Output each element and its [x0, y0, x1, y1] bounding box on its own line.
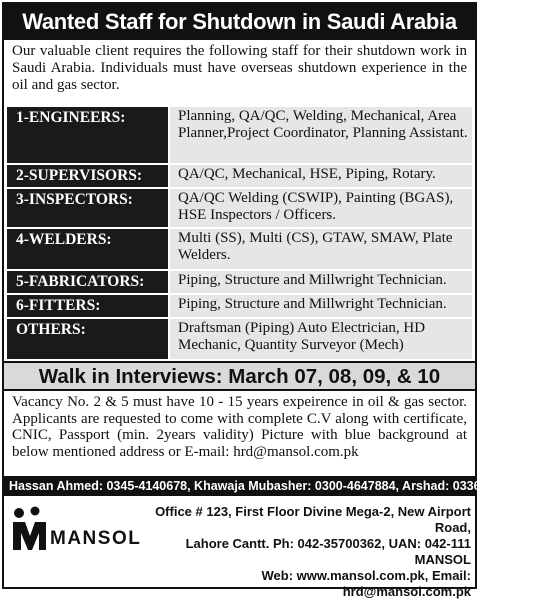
web-email-line: Web: www.mansol.com.pk, Email: hrd@mansol.com.pk [261, 568, 471, 599]
logo-text: MANSOL [50, 528, 142, 549]
category-desc: Multi (SS), Multi (CS), GTAW, SMAW, Plate Welders. [170, 229, 472, 269]
category-label: OTHERS: [7, 319, 168, 359]
category-desc: Piping, Structure and Millwright Technician. [170, 295, 472, 317]
category-desc: QA/QC, Mechanical, HSE, Piping, Rotary. [170, 165, 472, 187]
walk-in-banner: Walk in Interviews: March 07, 08, 09, & 10 [4, 361, 475, 391]
category-row-supervisors [7, 165, 472, 187]
category-list [4, 107, 475, 359]
category-row-engineers [7, 107, 472, 163]
category-label: 6-FITTERS: [7, 295, 168, 317]
contact-bar: Hassan Ahmed: 0345-4140678, Khawaja Mubasher: 0300-4647884, Arshad: 0336-7125754 [4, 476, 475, 496]
category-label: 4-WELDERS: [7, 229, 168, 269]
footer [4, 496, 475, 599]
address-line: Lahore Cantt. Ph: 042-35700362, UAN: 042-111 MANSOL [185, 536, 471, 567]
category-label: 3-INSPECTORS: [7, 189, 168, 227]
intro-text: Our valuable client requires the following staff for their shutdown work in Saudi Arabia. Individuals must have overseas shutdown experience in the oil and gas sector. [12, 43, 467, 93]
category-row-fitters [7, 295, 472, 317]
ad-title: Wanted Staff for Shutdown in Saudi Arabia [4, 4, 475, 40]
application-notes: Vacancy No. 2 & 5 must have 10 - 15 years expeirence in oil & gas sector. Applicants are requested to come with complete C.V along with certificate, CNIC, Passport (min. 2years validity) Picture with blue background at below mentioned address or E-mail: hrd@mansol.com.pk [12, 394, 467, 460]
category-label: 5-FABRICATORS: [7, 271, 168, 293]
category-row-welders [7, 229, 472, 269]
category-desc: Piping, Structure and Millwright Technician. [170, 271, 472, 293]
category-row-others [7, 319, 472, 359]
category-row-inspectors [7, 189, 472, 227]
category-label: 2-SUPERVISORS: [7, 165, 168, 187]
mansol-logo-icon [10, 506, 50, 552]
category-desc: QA/QC Welding (CSWIP), Painting (BGAS), HSE Inspectors / Officers. [170, 189, 472, 227]
company-address [141, 504, 471, 600]
company-logo [10, 504, 152, 554]
job-advert [2, 2, 533, 599]
category-row-fabricators [7, 271, 472, 293]
category-desc: Planning, QA/QC, Welding, Mechanical, Area Planner,Project Coordinator, Planning Assistant. [170, 107, 472, 163]
category-desc: Draftsman (Piping) Auto Electrician, HD Mechanic, Quantity Surveyor (Mech) [170, 319, 472, 359]
address-line: Office # 123, First Floor Divine Mega-2, New Airport Road, [155, 504, 471, 535]
category-label: 1-ENGINEERS: [7, 107, 168, 163]
